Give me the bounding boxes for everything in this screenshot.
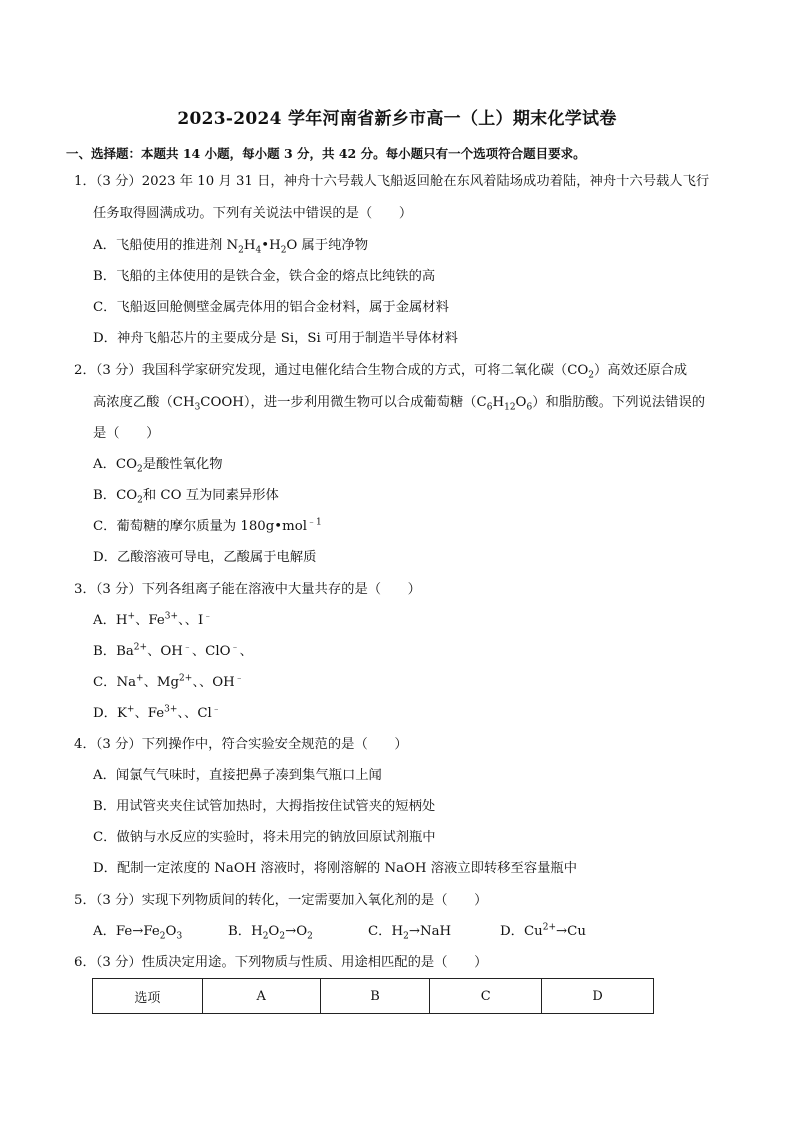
question-3-option-c: C．Na+、$Mg^{2+}$、、OH﹣ (93, 673, 244, 690)
question-5-option-c: C．$H_2\to NaH$ (368, 924, 452, 942)
table-header-cell: 选项 (93, 979, 203, 1014)
question-2-line-1: 2．（3 分）我国科学家研究发现，通过电催化结合生物合成的方式，可将二氧化碳$(CO_2)$高效还原合成 (74, 363, 688, 381)
question-3-option-b: B．$Ba^{2+}$、OH﹣、ClO﹣、 (93, 642, 253, 659)
question-2-line-2: 高浓度乙酸$(CH_3COOH)$，进一步利用微生物可以合成葡萄糖$(C_6H_{12}O_6)$和脂肪酸。下列说法错误的 (93, 395, 706, 413)
section-header: 一、选择题：本题共 14 小题，每小题 3 分，共 42 分。每小题只有一个选项符合题目要求。 (66, 146, 586, 161)
question-5-stem: 5．（3 分）实现下列物质间的转化，一定需要加入氧化剂的是（ ） (74, 893, 488, 908)
table-header-cell: D (542, 979, 654, 1014)
question-6-table (92, 978, 654, 1014)
question-1-option-c: C．飞船返回舱侧壁金属壳体用的铝合金材料，属于金属材料 (93, 300, 449, 315)
question-4-option-b: B．用试管夹夹住试管加热时，大拇指按住试管夹的短柄处 (93, 799, 436, 814)
question-3-option-a: A．H+、$Fe^{3+}$、、I﹣ (93, 611, 213, 628)
question-4-stem: 4．（3 分）下列操作中，符合实验安全规范的是（ ） (74, 737, 408, 752)
question-2-option-b: B．$CO_2$和 CO 互为同素异形体 (93, 488, 279, 506)
question-6-stem: 6．（3 分）性质决定用途。下列物质与性质、用途相匹配的是（ ） (74, 955, 488, 970)
table-header-cell: B (320, 979, 430, 1014)
question-4-option-d: D．配制一定浓度的 NaOH 溶液时，将刚溶解的 NaOH 溶液立即转移至容量瓶中 (93, 861, 578, 876)
question-2-option-a: A．$CO_2$是酸性氧化物 (93, 457, 223, 475)
question-1-line-1: 1．（3 分）2023 年 10 月 31 日，神舟十六号载人飞船返回舱在东风着陆场成功着陆，神舟十六号载人飞行 (74, 174, 710, 189)
table-row (93, 979, 654, 1014)
table-header-cell: A (202, 979, 320, 1014)
question-2-option-c: C．葡萄糖的摩尔质量为 180g•mol$^{﹣1}$ (93, 517, 322, 534)
question-1-option-b: B．飞船的主体使用的是铁合金，铁合金的熔点比纯铁的高 (93, 269, 436, 284)
question-2-option-d: D．乙酸溶液可导电，乙酸属于电解质 (93, 550, 317, 565)
question-1-option-a: A．飞船使用的推进剂 $N_2H_4•H_2O$ 属于纯净物 (93, 238, 369, 256)
table-header-cell: C (430, 979, 542, 1014)
question-4-option-c: C．做钠与水反应的实验时，将未用完的钠放回原试剂瓶中 (93, 830, 436, 845)
page-title: 2023-2024 学年河南省新乡市高一（上）期末化学试卷 (177, 109, 617, 129)
question-3-option-d: D．K+、$Fe^{3+}$、、Cl﹣ (93, 704, 221, 721)
question-3-stem: 3．（3 分）下列各组离子能在溶液中大量共存的是（ ） (74, 582, 421, 597)
question-5-option-a: A．$Fe\to Fe_2O_3$ (93, 924, 183, 942)
question-1-line-2: 任务取得圆满成功。下列有关说法中错误的是（ ） (93, 206, 413, 221)
question-5-option-b: B．$H_2O_2\to O_2$ (228, 924, 313, 942)
question-5-option-d: D．$Cu^{2+}\to Cu$ (500, 922, 586, 939)
question-2-line-3: 是（ ） (93, 426, 160, 441)
question-4-option-a: A．闻氯气气味时，直接把鼻子凑到集气瓶口上闻 (93, 768, 382, 783)
question-1-option-d: D．神舟飞船芯片的主要成分是 Si，Si 可用于制造半导体材料 (93, 331, 458, 346)
